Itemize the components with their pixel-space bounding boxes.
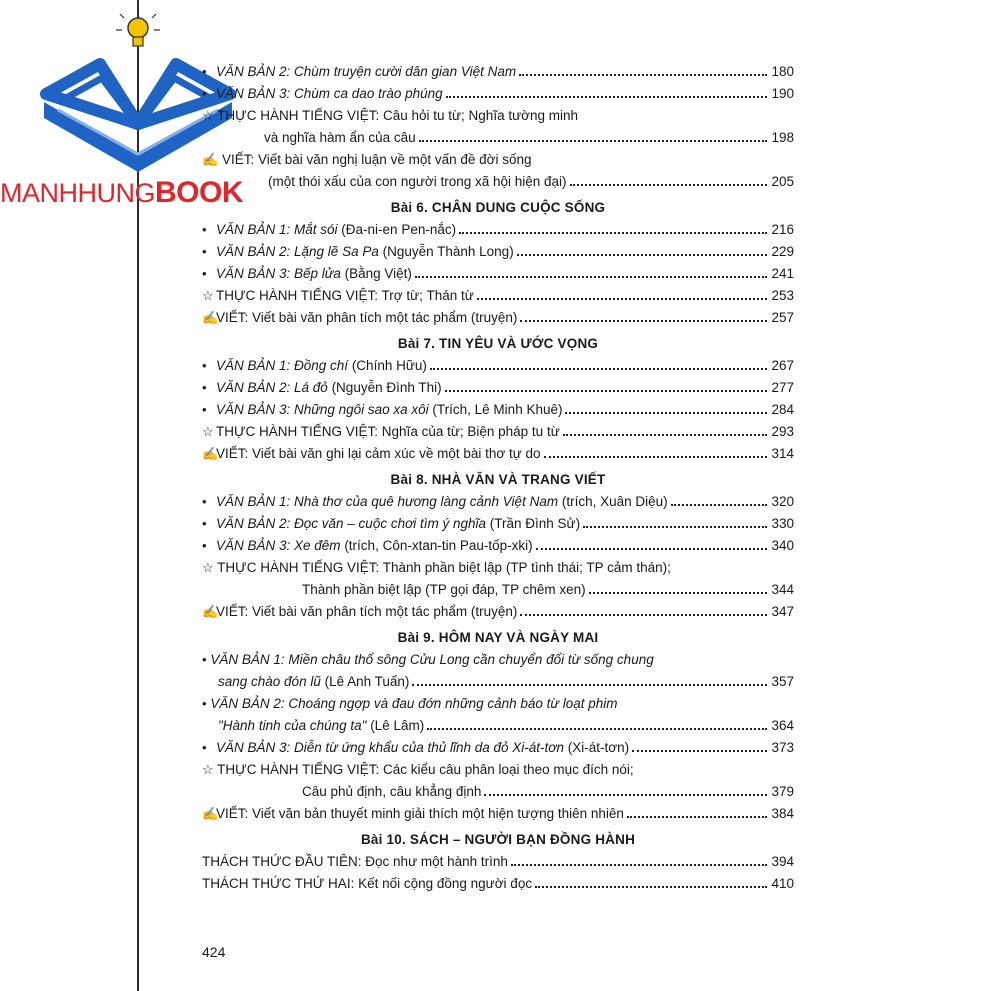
toc-entry — [202, 538, 794, 560]
dot-leader — [415, 276, 767, 278]
star-icon: ☆ — [202, 424, 214, 439]
toc-entry — [202, 108, 794, 130]
dot-leader — [519, 74, 767, 76]
entry-title: VIẾT: Viết văn bản thuyết minh giải thích một hiện tượng thiên nhiên — [216, 806, 624, 821]
bullet-icon: • — [202, 652, 207, 667]
lesson-heading: Bài 9. HÔM NAY VÀ NGÀY MAI — [397, 630, 599, 645]
entry-title: VĂN BẢN 3: Bếp lửa (Bằng Việt) — [216, 266, 412, 281]
table-of-contents — [202, 64, 794, 898]
entry-page: 347 — [771, 604, 794, 619]
entry-page: 394 — [771, 854, 794, 869]
entry-page: 241 — [771, 266, 794, 281]
entry-page: 320 — [771, 494, 794, 509]
entry-page: 190 — [771, 86, 794, 101]
dot-leader — [459, 232, 767, 234]
entry-title: VĂN BẢN 2: Đọc văn – cuộc chơi tìm ý nghĩa (Trần Đình Sử) — [216, 516, 581, 531]
entry-title: THỰC HÀNH TIẾNG VIỆT: Nghĩa của từ; Biện pháp tu từ — [216, 424, 560, 439]
lesson-entries — [202, 358, 794, 468]
dot-leader — [671, 504, 767, 506]
lesson-heading: Bài 7. TIN YÊU VÀ ƯỚC VỌNG — [397, 336, 599, 351]
pen-icon: ✍ — [202, 310, 219, 325]
entry-page: 257 — [771, 310, 794, 325]
entry-title: VĂN BẢN 2: Chùm truyện cười dân gian Việt Nam — [216, 64, 517, 79]
toc-entry-continuation — [202, 582, 794, 604]
entry-title: VĂN BẢN 3: Những ngôi sao xa xôi (Trích, Lê Minh Khuê) — [216, 402, 563, 417]
toc-entry — [202, 358, 794, 380]
dot-leader — [583, 526, 767, 528]
toc-entry — [202, 244, 794, 266]
entry-title: VĂN BẢN 3: Chùm ca dao trào phúng — [216, 86, 443, 101]
dot-leader — [511, 864, 767, 866]
toc-entry — [202, 64, 794, 86]
entry-page: 330 — [771, 516, 794, 531]
brand-name-light: MANHHUNG — [0, 178, 155, 208]
bullet-icon: • — [202, 244, 207, 259]
entry-title: VĂN BẢN 1: Đồng chí (Chính Hữu) — [216, 358, 427, 373]
entry-page: 364 — [771, 718, 794, 733]
toc-entry — [202, 740, 794, 762]
lesson-heading: Bài 6. CHÂN DUNG CUỘC SỐNG — [390, 200, 606, 215]
bullet-icon: • — [202, 516, 207, 531]
bullet-icon: • — [202, 86, 207, 101]
entry-title: THÁCH THỨC ĐẦU TIÊN: Đọc như một hành trình — [202, 854, 508, 869]
toc-entry — [202, 876, 794, 898]
toc-entry — [202, 288, 794, 310]
pen-icon: ✍ — [202, 806, 219, 821]
dot-leader — [565, 412, 767, 414]
dot-leader — [430, 368, 767, 370]
toc-entry-continuation — [202, 130, 794, 152]
toc-entry — [202, 222, 794, 244]
toc-entry — [202, 380, 794, 402]
star-icon: ☆ — [202, 762, 214, 777]
entry-page: 180 — [771, 64, 794, 79]
toc-entry — [202, 696, 794, 718]
entry-page: 340 — [771, 538, 794, 553]
entry-title: THỰC HÀNH TIẾNG VIỆT: Các kiểu câu phân loại theo mục đích nói; — [217, 762, 634, 777]
bullet-icon: • — [202, 64, 207, 79]
lightbulb-icon — [116, 6, 160, 46]
entry-title: THỰC HÀNH TIẾNG VIỆT: Câu hỏi tu từ; Nghĩa tường minh — [217, 108, 578, 123]
toc-entry — [202, 762, 794, 784]
bullet-icon: • — [202, 222, 207, 237]
bullet-icon: • — [202, 266, 207, 281]
entry-page: 293 — [771, 424, 794, 439]
entry-title-continuation: (một thói xấu của con người trong xã hội hiện đại) — [268, 174, 567, 189]
entry-title: VĂN BẢN 3: Xe đêm (trích, Côn-xtan-tin Pau-tốp-xki) — [216, 538, 533, 553]
star-icon: ☆ — [202, 108, 214, 123]
dot-leader — [570, 184, 767, 186]
dot-leader — [520, 614, 767, 616]
entry-page: 314 — [771, 446, 794, 461]
dot-leader — [477, 298, 767, 300]
bullet-icon: • — [202, 538, 207, 553]
entry-page: 229 — [771, 244, 794, 259]
bullet-icon: • — [202, 696, 207, 711]
dot-leader — [446, 96, 767, 98]
toc-entry — [202, 424, 794, 446]
bullet-icon: • — [202, 402, 207, 417]
entry-page: 379 — [771, 784, 794, 799]
entry-title: VIẾT: Viết bài văn phân tích một tác phẩm (truyện) — [216, 310, 518, 325]
toc-entry — [202, 516, 794, 538]
entry-title: VIẾT: Viết bài văn nghị luận về một vấn đề đời sống — [221, 152, 532, 167]
entry-title: THÁCH THỨC THỨ HAI: Kết nối cộng đồng người đọc — [202, 876, 533, 891]
dot-leader — [427, 728, 767, 730]
entry-title: VĂN BẢN 3: Diễn từ ứng khẩu của thủ lĩnh da đỏ Xi-át-tơn (Xi-át-tơn) — [216, 740, 630, 755]
star-icon: ☆ — [202, 288, 214, 303]
toc-entry — [202, 560, 794, 582]
entry-title: THỰC HÀNH TIẾNG VIỆT: Trợ từ; Thán từ — [216, 288, 474, 303]
page-number: 424 — [202, 944, 226, 960]
entry-page: 373 — [771, 740, 794, 755]
toc-entry — [202, 86, 794, 108]
entry-title-continuation: Thành phần biệt lập (TP gọi đáp, TP chêm xen) — [302, 582, 586, 597]
dot-leader — [484, 794, 767, 796]
toc-entry — [202, 266, 794, 288]
toc-entry — [202, 446, 794, 468]
entry-title-continuation: "Hành tinh của chúng ta" (Lê Lâm) — [218, 718, 425, 733]
entry-title: VIẾT: Viết bài văn phân tích một tác phẩm (truyện) — [216, 604, 518, 619]
toc-entry — [202, 604, 794, 626]
toc-entry — [202, 152, 794, 174]
toc-entry-continuation — [202, 174, 794, 196]
bullet-icon: • — [202, 494, 207, 509]
entry-page: 198 — [771, 130, 794, 145]
entry-title: VIẾT: Viết bài văn ghi lại cảm xúc về một bài thơ tự do — [216, 446, 541, 461]
dot-leader — [520, 320, 767, 322]
toc-entry-continuation — [202, 718, 794, 740]
entry-title: THỰC HÀNH TIẾNG VIỆT: Thành phần biệt lập (TP tình thái; TP cảm thán); — [217, 560, 671, 575]
entry-page: 384 — [771, 806, 794, 821]
toc-entry-continuation — [202, 784, 794, 806]
bullet-icon: • — [202, 380, 207, 395]
lesson-heading: Bài 10. SÁCH – NGƯỜI BẠN ĐỒNG HÀNH — [360, 832, 636, 847]
entry-page: 344 — [771, 582, 794, 597]
bullet-icon: • — [202, 740, 207, 755]
brand-name-bold: BOOK — [155, 176, 243, 209]
entry-page: 267 — [771, 358, 794, 373]
dot-leader — [544, 456, 767, 458]
star-icon: ☆ — [202, 560, 214, 575]
dot-leader — [535, 886, 767, 888]
lesson-entries — [202, 494, 794, 560]
entry-page: 205 — [771, 174, 794, 189]
entry-page: 357 — [771, 674, 794, 689]
entry-page: 216 — [771, 222, 794, 237]
toc-entry — [202, 652, 794, 674]
lesson-entries — [202, 222, 794, 332]
entry-title: VĂN BẢN 2: Lặng lẽ Sa Pa (Nguyễn Thành Long) — [216, 244, 514, 259]
dot-leader — [412, 684, 767, 686]
entry-title: VĂN BẢN 2: Lá đỏ (Nguyễn Đình Thi) — [216, 380, 442, 395]
dot-leader — [536, 548, 767, 550]
entry-page: 284 — [771, 402, 794, 417]
entry-title: VĂN BẢN 2: Choáng ngợp và đau đớn những cảnh báo từ loạt phim — [210, 696, 618, 711]
bullet-icon: • — [202, 358, 207, 373]
entry-title-continuation: Câu phủ định, câu khẳng định — [302, 784, 482, 799]
entry-title: VĂN BẢN 1: Mắt sói (Đa-ni-en Pen-nắc) — [216, 222, 457, 237]
entry-page: 410 — [771, 876, 794, 891]
entry-page: 277 — [771, 380, 794, 395]
entry-title: VĂN BẢN 1: Miền châu thổ sông Cửu Long cần chuyển đổi từ sống chung — [210, 652, 654, 667]
toc-entry-continuation — [202, 674, 794, 696]
dot-leader — [589, 592, 767, 594]
dot-leader — [445, 390, 767, 392]
toc-entry — [202, 310, 794, 332]
entry-title-continuation: và nghĩa hàm ẩn của câu — [264, 130, 416, 145]
dot-leader — [627, 816, 767, 818]
toc-entry — [202, 402, 794, 424]
toc-entry — [202, 806, 794, 828]
entry-title: VĂN BẢN 1: Nhà thơ của quê hương làng cảnh Việt Nam (trích, Xuân Diệu) — [216, 494, 668, 509]
dot-leader — [517, 254, 767, 256]
pen-icon: ✍ — [202, 446, 219, 461]
pen-icon: ✍ — [202, 604, 219, 619]
dot-leader — [419, 140, 767, 142]
pen-icon: ✍ — [202, 152, 219, 167]
dot-leader — [632, 750, 767, 752]
toc-entry — [202, 494, 794, 516]
entry-title-continuation: sang chào đón lũ (Lê Anh Tuấn) — [218, 674, 410, 689]
lesson-heading: Bài 8. NHÀ VĂN VÀ TRANG VIẾT — [390, 472, 606, 487]
toc-entry — [202, 854, 794, 876]
dot-leader — [563, 434, 767, 436]
entry-page: 253 — [771, 288, 794, 303]
